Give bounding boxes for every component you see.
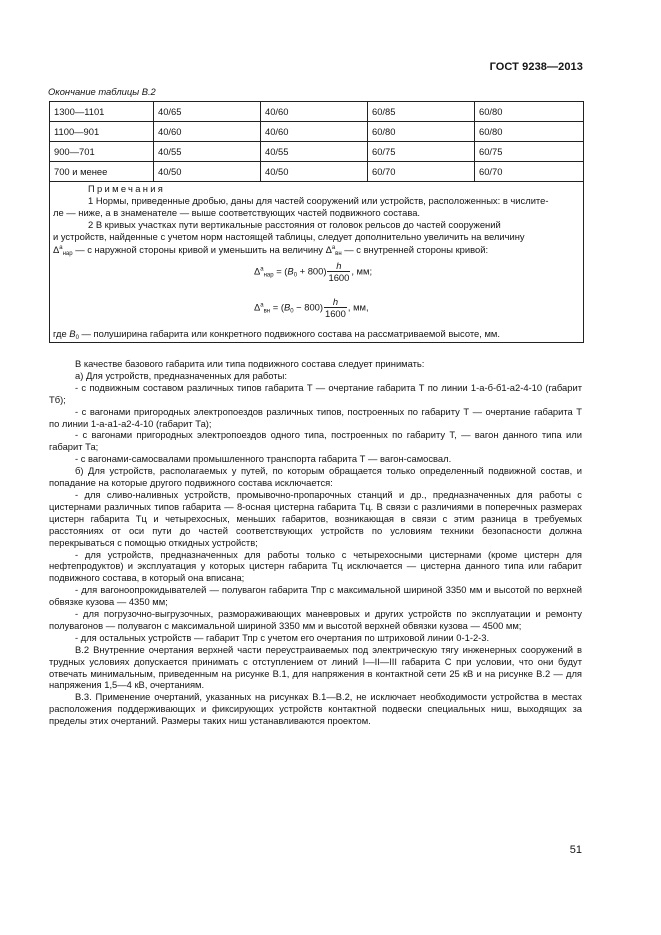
- delta-vn-symbol: $\Delta^а_{вн}$: [325, 244, 342, 257]
- body-text: [49, 358, 582, 727]
- table-cell: 1300—1101: [50, 102, 154, 122]
- paragraph: В.2 Внутренние очертания верхней части переустраиваемых под электрическую тягу инженерных сооружений в трудных условиях допускается принимать с отступлением от линий I—II—III габарита С при условии, что они будут отвечать минимальным, приведенным на рисунке В.1, для напряжения в контактной сети 25 кВ и на рисунке В.2 — для напряжения 1,5—4 кВ, очертаниям.: [49, 643, 582, 691]
- note-1-line-1: 1 Нормы, приведенные дробью, даны для частей сооружений или устройств, расположенных: в числите-: [88, 195, 549, 206]
- table-cell: 40/60: [261, 102, 368, 122]
- note-1-line-2: ле — ниже, а в знаменателе — выше соответствующих частей подвижного состава.: [53, 207, 421, 218]
- paragraph: - для устройств, предназначенных для работы только с четырехосными цистернами (кроме цистерн для нефтепродуктов) и эксплуатация у которых цистерн габарита Тц исключается — цистерна данного типа или габарит подвижного состава, в который она вписана;: [49, 548, 582, 584]
- note-2-line-1: 2 В кривых участках пути вертикальные расстояния от головок рельсов до частей сооружений: [88, 219, 501, 230]
- note-2-line-3: $\Delta^а_{нар}$ — с наружной стороны кривой и уменьшить на величину $\Delta^а_{вн}$ — с внутренней стороны кривой:: [53, 244, 489, 257]
- paragraph: а) Для устройств, предназначенных для работы:: [75, 369, 287, 381]
- paragraph: - с вагонами-самосвалами промышленного транспорта габарита Т — вагон-самосвал.: [75, 453, 452, 465]
- table-cell: 60/80: [368, 122, 475, 142]
- table-notes: [49, 180, 584, 343]
- standard-number: ГОСТ 9238—2013: [489, 61, 583, 73]
- table-cell: 40/50: [261, 162, 368, 182]
- data-table: [49, 101, 584, 182]
- paragraph: - для погрузочно-выгрузочных, размораживающих маневровых и других устройств по эксплуатации и ремонту полувагонов — полувагон с максимальной шириной 3350 мм и высотой верхней обвязки кузова — 4500 мм;: [49, 608, 582, 631]
- note-2-line-2: и устройств, найденные с учетом норм настоящей таблицы, следует дополнительно увеличить на величину: [53, 231, 525, 242]
- formula-nar: $\Delta^а_{нар} = (B_0 + 800)$ $\frac{h}{1600}$ , мм;: [254, 260, 373, 283]
- table-row: [50, 102, 584, 122]
- note-where: где $B_0$ — полуширина габарита или конкретного подвижного состава на рассматриваемой высоте, мм.: [53, 328, 500, 341]
- page-number: 51: [569, 844, 582, 856]
- paragraph: - для вагоноопрокидывателей — полувагон габарита Тпр с максимальной шириной 3350 мм и высотой по верхней обвязке кузова — 4350 мм;: [49, 584, 582, 608]
- table-cell: 40/65: [154, 102, 261, 122]
- paragraph: В.3. Применение очертаний, указанных на рисунках В.1—В.2, не исключает необходимости устройства в местах расположения поддерживающих и фиксирующих устройств контактной подвески специальных ниш, выходящих за пределы этих очертаний. Размеры таких ниш устанавливаются проектом.: [49, 691, 582, 727]
- paragraph: В качестве базового габарита или типа подвижного состава следует принимать:: [75, 358, 425, 369]
- table-cell: 40/55: [261, 142, 368, 162]
- table-cell: 60/80: [475, 102, 584, 122]
- table-cell: 40/60: [261, 122, 368, 142]
- table-cell: 900—701: [50, 142, 154, 162]
- table-row: [50, 162, 584, 182]
- table-cell: 60/85: [368, 102, 475, 122]
- table-row: [50, 142, 584, 162]
- table-cell: 1100—901: [50, 122, 154, 142]
- paragraph: - с подвижным составом различных типов габарита Т — очертание габарита Т по линии 1-а-б-б1-а2-4-10 (габарит Тб);: [49, 381, 582, 405]
- paragraph: - для остальных устройств — габарит Тпр с учетом его очертания по штриховой линии 0-1-2-3.: [75, 631, 490, 643]
- formula-vn: $\Delta^а_{вн} = (B_0 - 800)$ $\frac{h}{1600}$ , мм,: [254, 296, 369, 319]
- paragraph: - с вагонами пригородных электропоездов различных типов, построенных по габариту Т — очертание габарита Т по линии 1-а-а1-а2-4-10 (габарит Та);: [49, 405, 582, 429]
- table-caption: Окончание таблицы В.2: [48, 86, 156, 97]
- table-cell: 60/75: [368, 142, 475, 162]
- table-cell: 40/60: [154, 122, 261, 142]
- table-cell: 60/80: [475, 122, 584, 142]
- table-cell: 40/55: [154, 142, 261, 162]
- paragraph: - для сливо-наливных устройств, промывочно-пропарочных станций и др., предназначенных для работы с цистернами различных типов габарита — 8-осная цистерна габарита Тц. В связи с различиями в поперечных размерах цистерн габарита Тц и четырехосных, меньших габаритов, возникающая в связи с этим разница в требуемых расстояниях от оси пути до частей соответствующих устройств по условиям техники безопасности должна перекрываться с помощью откидных устройств;: [49, 488, 582, 548]
- table-cell: 40/50: [154, 162, 261, 182]
- table-cell: 60/70: [368, 162, 475, 182]
- paragraph: - с вагонами пригородных электропоездов одного типа, построенных по габариту Т, — вагон данного типа или габарит Та;: [49, 429, 582, 453]
- delta-nar-symbol: $\Delta^а_{нар}$: [53, 244, 73, 257]
- notes-title: Примечания: [88, 183, 166, 194]
- table-cell: 60/70: [475, 162, 584, 182]
- table-cell: 60/75: [475, 142, 584, 162]
- table-cell: 700 и менее: [50, 162, 154, 182]
- paragraph: б) Для устройств, располагаемых у путей, по которым обращается только определенный подвижной состав, и попадание на которые другого подвижного состава исключается:: [49, 465, 582, 489]
- table-row: [50, 122, 584, 142]
